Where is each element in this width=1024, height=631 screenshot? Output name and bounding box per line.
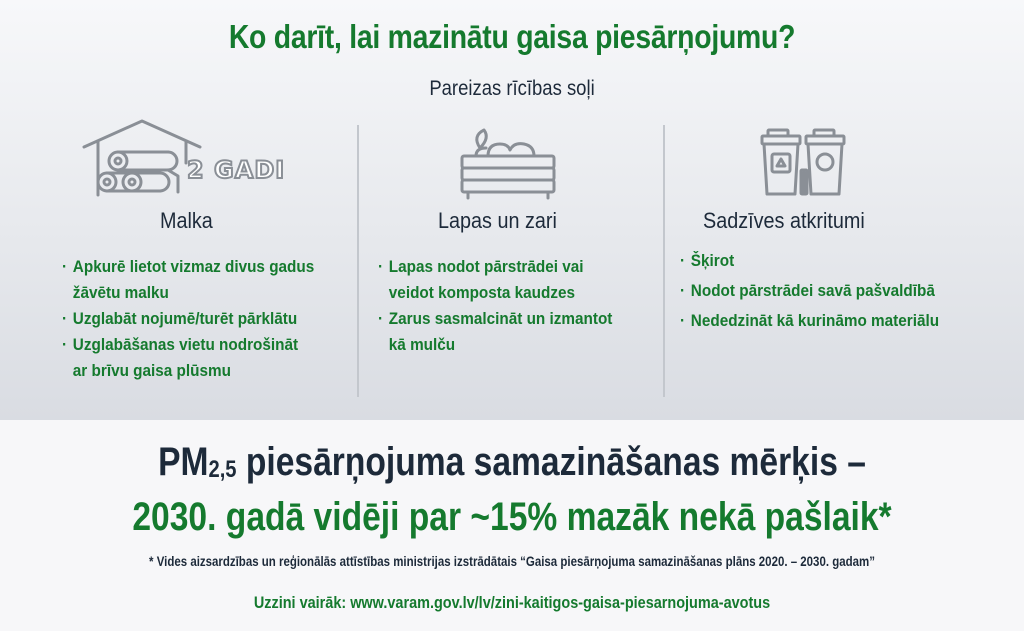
drying-years-badge: 2 GADI bbox=[187, 156, 286, 184]
column-title-household-waste: Sadzīves atkritumi bbox=[703, 208, 865, 233]
column-divider-right bbox=[663, 125, 665, 397]
firewood-bullet-list bbox=[62, 254, 342, 384]
list-item: kā mulču bbox=[388, 335, 456, 354]
pm-goal-text: piesārņojuma samazināšanas mērķis – bbox=[236, 440, 866, 484]
list-item: · Uzglabāt nojumē/turēt pārklātu bbox=[62, 306, 314, 332]
list-item: veidot komposta kaudzes bbox=[388, 283, 576, 302]
list-item: · Nededzināt kā kurināmo materiālu bbox=[680, 308, 939, 334]
pm-prefix: PM bbox=[158, 440, 209, 484]
list-item: ar brīvu gaisa plūsmu bbox=[72, 361, 231, 380]
compost-crate-icon bbox=[458, 126, 558, 202]
list-item: · Nodot pārstrādei savā pašvaldībā bbox=[680, 278, 939, 304]
list-item: · Apkurē lietot vizmaz divus gadus bbox=[62, 254, 314, 280]
list-item: · Lapas nodot pārstrādei vai bbox=[378, 254, 612, 280]
page-title: Ko darīt, lai mazinātu gaisa piesārņojumu? bbox=[228, 18, 796, 55]
column-title-firewood: Malka bbox=[160, 208, 213, 233]
page-subtitle: Pareizas rīcības soļi bbox=[429, 77, 595, 100]
pm-goal-heading bbox=[82, 440, 942, 485]
list-item: · Zarus sasmalcināt un izmantot bbox=[378, 306, 612, 332]
column-divider-left bbox=[357, 125, 359, 397]
list-item: · Uzglabāšanas vietu nodrošināt bbox=[62, 332, 314, 358]
recycling-bins-icon bbox=[758, 126, 848, 202]
list-item: žāvētu malku bbox=[72, 283, 169, 302]
reduction-target: 2030. gadā vidēji par ~15% mazāk nekā pašlaik* bbox=[132, 495, 892, 539]
source-footnote: * Vides aizsardzības un reģionālās attīstības ministrijas izstrādātais “Gaisa piesārņojuma samazināšanas plāns 2020. – 2030. gadam” bbox=[149, 553, 875, 569]
learn-more-link[interactable]: Uzzini vairāk: www.varam.gov.lv/lv/zini-kaitigos-gaisa-piesarnojuma-avotus bbox=[253, 593, 771, 612]
pm-subscript: 2,5 bbox=[208, 456, 237, 483]
waste-bullet-list bbox=[680, 248, 968, 334]
column-title-leaves-branches: Lapas un zari bbox=[438, 208, 557, 233]
leaves-bullet-list bbox=[378, 254, 638, 358]
list-item: · Šķirot bbox=[680, 248, 939, 274]
